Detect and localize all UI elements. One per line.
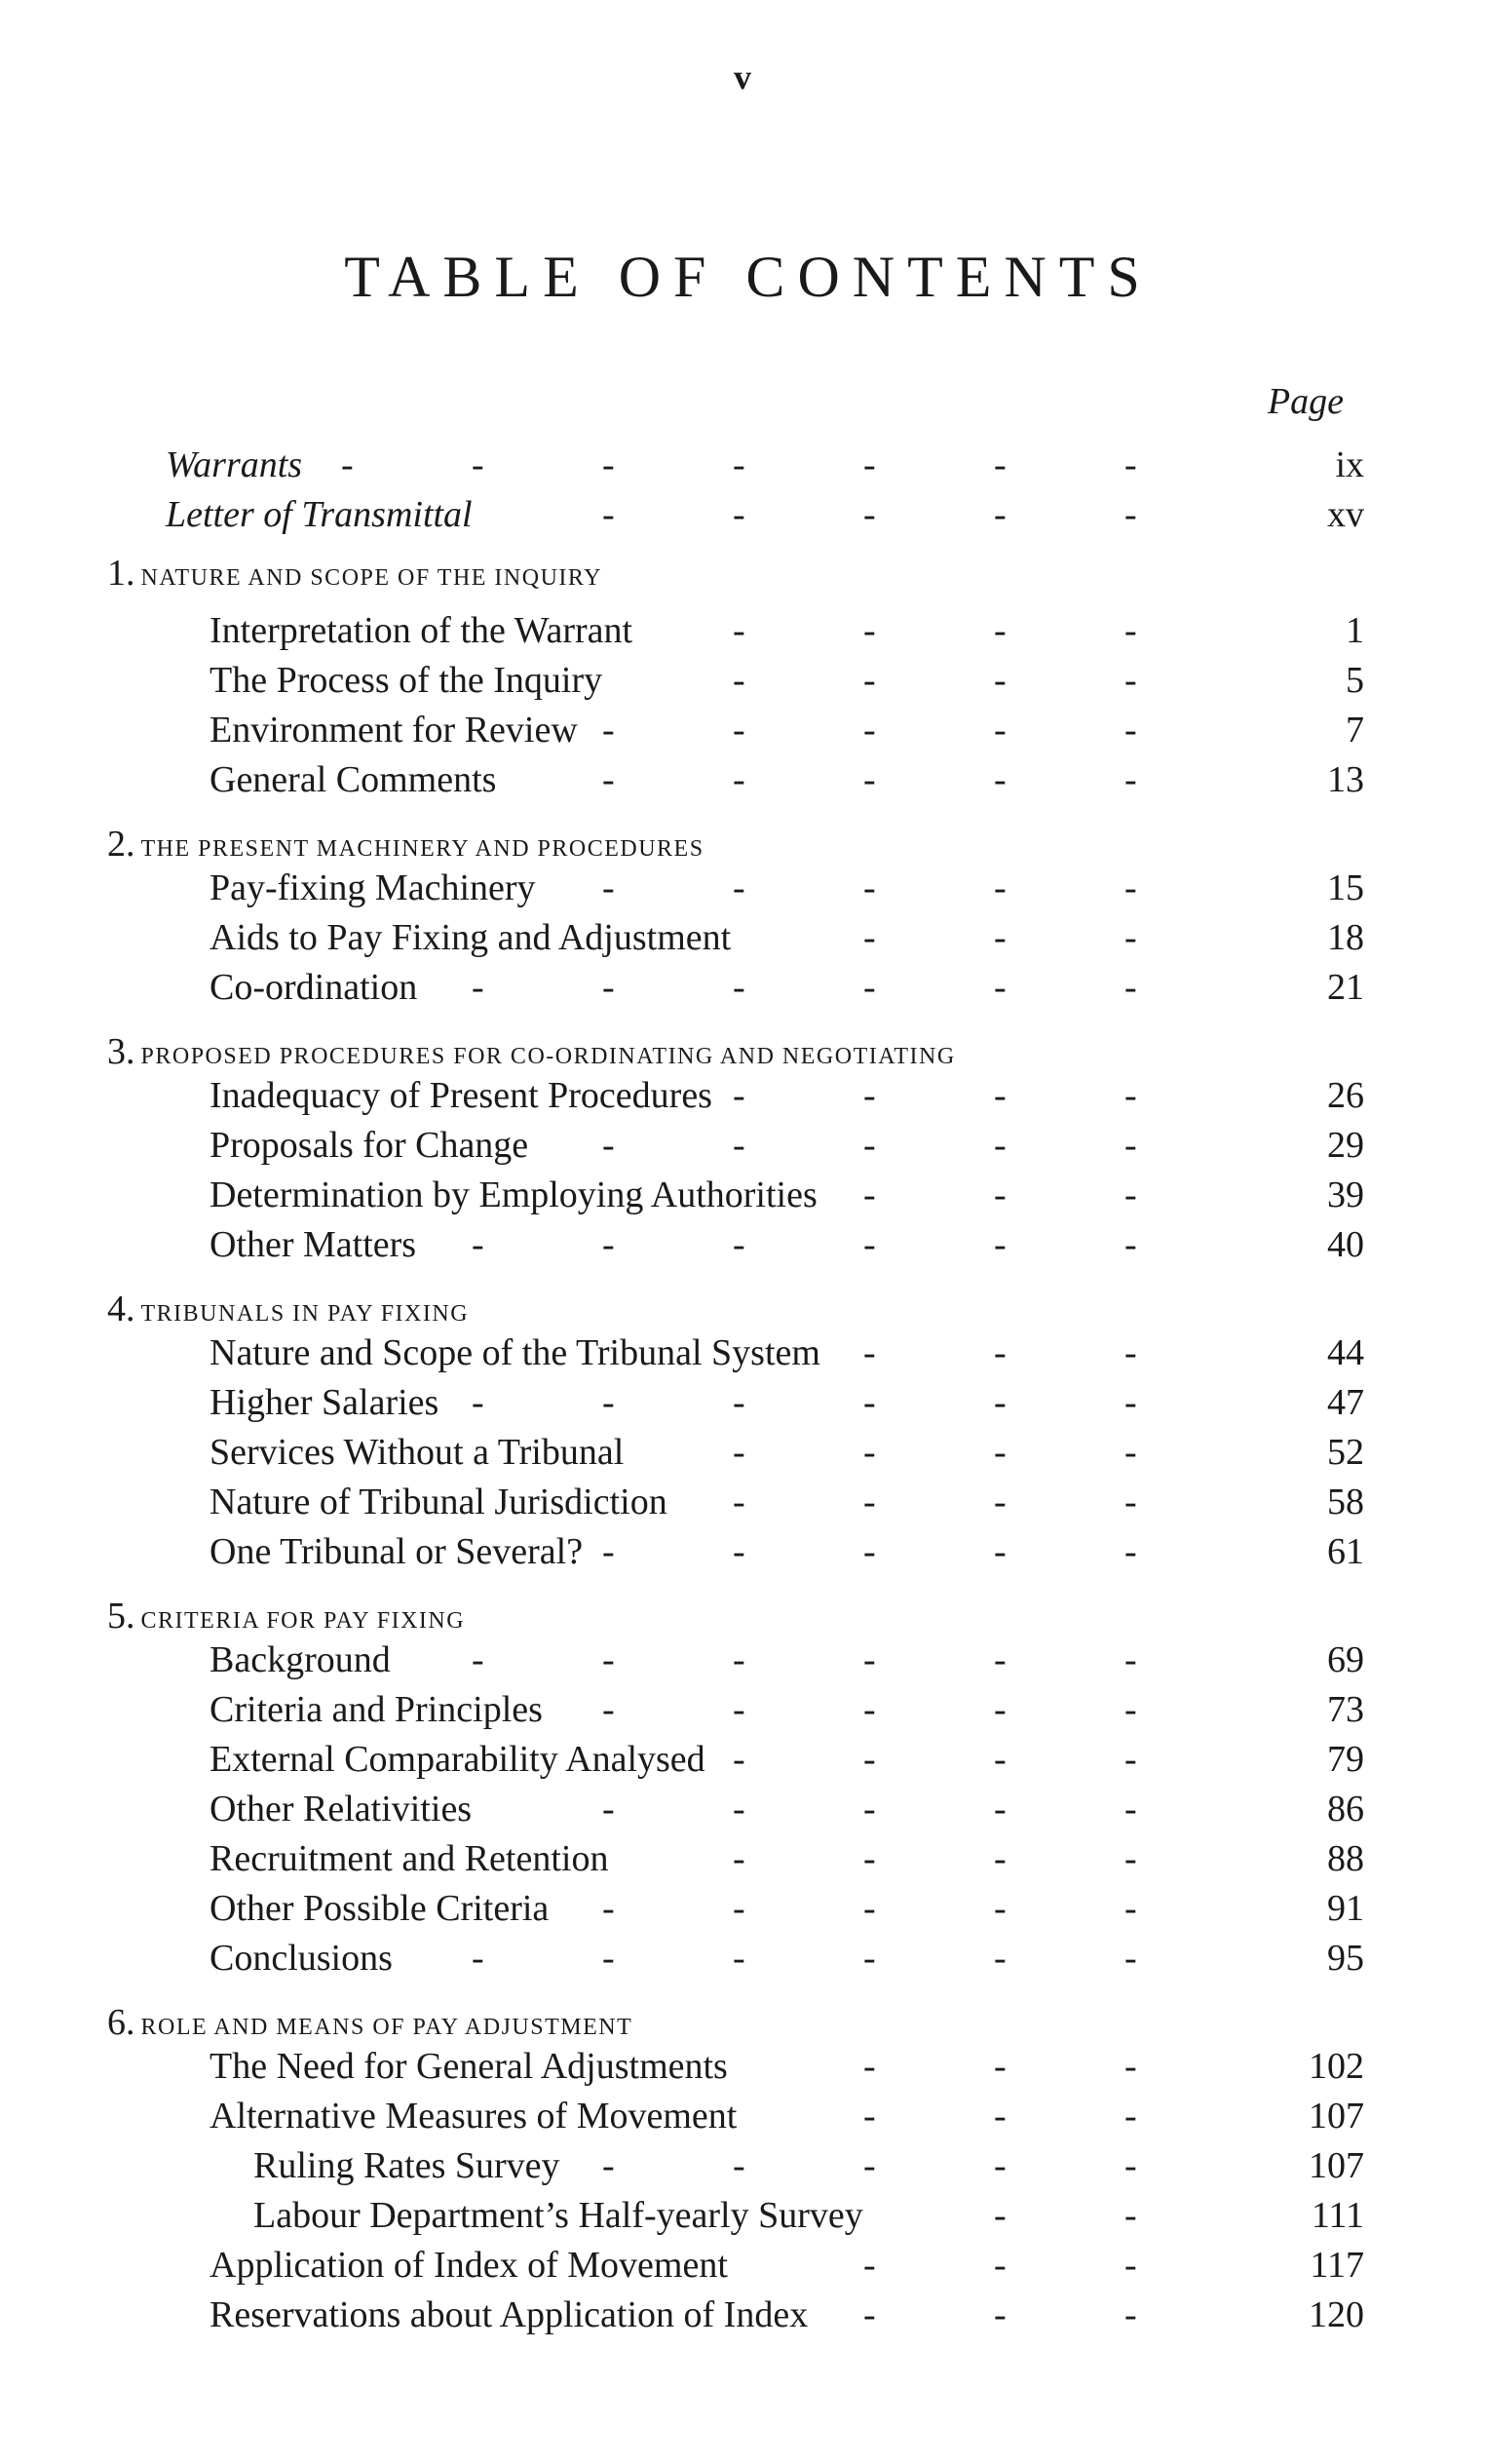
leader-dashes <box>107 1685 1228 1735</box>
section-title: CRITERIA FOR PAY FIXING <box>140 1608 466 1634</box>
page-title: TABLE OF CONTENTS <box>344 245 1153 309</box>
toc-entry <box>107 1328 1364 1378</box>
leader-dashes <box>107 913 1228 963</box>
leader-dash: - <box>1124 1174 1137 1215</box>
toc-entry-label: Application of Index of Movement <box>209 2245 728 2286</box>
toc-entry-label: Higher Salaries <box>209 1382 439 1423</box>
toc-entry-label: Other Relativities <box>209 1789 473 1829</box>
leader-dash: - <box>994 2046 1007 2087</box>
toc-entry-label: Pay-fixing Machinery <box>209 867 536 908</box>
leader-dash: - <box>863 1482 876 1522</box>
leader-dashes <box>107 1884 1228 1934</box>
toc-entry <box>107 2241 1364 2291</box>
toc-entry-page: 29 <box>1327 1125 1364 1166</box>
section-number: 5. <box>107 1596 135 1636</box>
leader-dash: - <box>733 1432 745 1473</box>
toc-entry-page: 69 <box>1327 1639 1364 1680</box>
leader-dash: - <box>1124 1332 1137 1373</box>
toc-entry-label: Labour Department’s Half-yearly Survey <box>253 2195 863 2236</box>
leader-dash: - <box>863 967 876 1008</box>
leader-dash: - <box>1124 2145 1137 2186</box>
leader-dashes <box>107 441 1228 490</box>
leader-dashes <box>107 1220 1228 1270</box>
leader-dash: - <box>863 2245 876 2286</box>
toc-entry <box>107 2042 1364 2092</box>
leader-dash: - <box>733 444 745 485</box>
leader-dash: - <box>863 1639 876 1680</box>
toc-entry-page: ix <box>1335 444 1364 485</box>
leader-dash: - <box>994 917 1007 958</box>
toc-entry-page: 15 <box>1327 867 1364 908</box>
toc-entry <box>107 656 1364 706</box>
leader-dash: - <box>994 1482 1007 1522</box>
toc-entry-page: 39 <box>1327 1174 1364 1215</box>
leader-dash: - <box>863 759 876 800</box>
toc-sections <box>107 554 1364 2340</box>
toc-entry-label: Proposals for Change <box>209 1125 529 1166</box>
toc-entry-page: 58 <box>1327 1482 1364 1522</box>
leader-dash: - <box>1124 1432 1137 1473</box>
section-heading <box>107 2003 1364 2042</box>
leader-dash: - <box>1124 1382 1137 1423</box>
leader-dash: - <box>994 2245 1007 2286</box>
leader-dash: - <box>733 2145 745 2186</box>
toc-entry-page: 13 <box>1327 759 1364 800</box>
leader-dash: - <box>602 2145 615 2186</box>
toc-entry-page: 73 <box>1327 1689 1364 1730</box>
leader-dash: - <box>1124 759 1137 800</box>
toc-entry-label: Nature and Scope of the Tribunal System <box>209 1332 820 1373</box>
leader-dash: - <box>994 1224 1007 1265</box>
page-column-header: Page <box>1267 381 1344 422</box>
leader-dash: - <box>994 1531 1007 1572</box>
leader-dash: - <box>1124 660 1137 701</box>
page-folio: v <box>734 58 751 96</box>
section-title: PROPOSED PROCEDURES FOR CO-ORDINATING AND NEGOTIATING <box>140 1044 956 1069</box>
leader-dash: - <box>733 1789 745 1829</box>
table-of-contents <box>107 441 1364 2340</box>
toc-entry-page: 79 <box>1327 1739 1364 1780</box>
leader-dash: - <box>602 1125 615 1166</box>
toc-entry-label: Services Without a Tribunal <box>209 1432 625 1473</box>
leader-dash: - <box>994 2294 1007 2335</box>
leader-dash: - <box>733 1125 745 1166</box>
leader-dash: - <box>602 710 615 751</box>
toc-entry <box>107 1220 1364 1270</box>
section-heading <box>107 1032 1364 1071</box>
leader-dash: - <box>1124 1224 1137 1265</box>
leader-dash: - <box>863 2046 876 2087</box>
leader-dash: - <box>994 710 1007 751</box>
toc-entry <box>107 2092 1364 2141</box>
section-heading <box>107 825 1364 864</box>
leader-dash: - <box>602 867 615 908</box>
leader-dash: - <box>863 660 876 701</box>
leader-dashes <box>107 2092 1228 2141</box>
leader-dash: - <box>994 1125 1007 1166</box>
toc-entry-label: Background <box>209 1639 391 1680</box>
leader-dash: - <box>863 1838 876 1879</box>
leader-dashes <box>107 1785 1228 1834</box>
section-title: NATURE AND SCOPE OF THE INQUIRY <box>140 565 602 591</box>
leader-dashes <box>107 656 1228 706</box>
leader-dash: - <box>994 1639 1007 1680</box>
leader-dash: - <box>1124 444 1137 485</box>
leader-dash: - <box>733 1938 745 1979</box>
leader-dashes <box>107 490 1228 540</box>
toc-entry-page: 18 <box>1327 917 1364 958</box>
leader-dash: - <box>1124 1789 1137 1829</box>
leader-dash: - <box>602 444 615 485</box>
leader-dash: - <box>994 1382 1007 1423</box>
leader-dash: - <box>1124 1075 1137 1116</box>
leader-dash: - <box>1124 1739 1137 1780</box>
toc-entry-label: Alternative Measures of Movement <box>209 2096 738 2137</box>
leader-dash: - <box>863 2145 876 2186</box>
toc-entry-letter-of-transmittal <box>107 490 1364 540</box>
leader-dash: - <box>341 444 354 485</box>
toc-entry-label: Other Matters <box>209 1224 417 1265</box>
leader-dash: - <box>863 444 876 485</box>
section-heading <box>107 1290 1364 1328</box>
toc-entry-page: 107 <box>1309 2145 1364 2186</box>
leader-dashes <box>107 1121 1228 1171</box>
leader-dash: - <box>994 1332 1007 1373</box>
leader-dash: - <box>472 1639 484 1680</box>
leader-dashes <box>107 1071 1228 1121</box>
leader-dash: - <box>602 1224 615 1265</box>
leader-dash: - <box>733 1838 745 1879</box>
toc-entry-page: 5 <box>1346 660 1364 701</box>
section-number: 1. <box>107 553 135 594</box>
leader-dash: - <box>733 1531 745 1572</box>
leader-dash: - <box>1124 867 1137 908</box>
leader-dash: - <box>863 710 876 751</box>
leader-dash: - <box>602 967 615 1008</box>
leader-dash: - <box>994 1888 1007 1929</box>
leader-dash: - <box>994 660 1007 701</box>
toc-entry <box>107 1636 1364 1685</box>
toc-entry <box>107 1527 1364 1577</box>
leader-dash: - <box>994 1689 1007 1730</box>
toc-entry-label: Criteria and Principles <box>209 1689 543 1730</box>
leader-dash: - <box>1124 1689 1137 1730</box>
section-number: 3. <box>107 1031 135 1072</box>
leader-dash: - <box>863 1888 876 1929</box>
leader-dashes <box>107 2042 1228 2092</box>
leader-dashes <box>107 2241 1228 2291</box>
leader-dash: - <box>994 1938 1007 1979</box>
leader-dashes <box>107 1735 1228 1785</box>
leader-dashes <box>107 755 1228 805</box>
leader-dash: - <box>602 1382 615 1423</box>
leader-dash: - <box>994 1075 1007 1116</box>
leader-dash: - <box>472 967 484 1008</box>
leader-dashes <box>107 1171 1228 1220</box>
leader-dashes <box>107 1478 1228 1527</box>
leader-dash: - <box>994 1789 1007 1829</box>
toc-entry-page: 107 <box>1309 2096 1364 2137</box>
leader-dash: - <box>1124 494 1137 535</box>
leader-dash: - <box>1124 967 1137 1008</box>
leader-dash: - <box>863 1125 876 1166</box>
leader-dash: - <box>472 444 484 485</box>
leader-dash: - <box>472 1382 484 1423</box>
leader-dashes <box>107 864 1228 913</box>
leader-dash: - <box>994 1838 1007 1879</box>
toc-entry <box>107 1685 1364 1735</box>
toc-entry <box>107 1428 1364 1478</box>
section-number: 6. <box>107 2002 135 2043</box>
leader-dash: - <box>863 494 876 535</box>
toc-entry <box>107 1785 1364 1834</box>
toc-entry-label: Aids to Pay Fixing and Adjustment <box>209 917 732 958</box>
toc-entry-label: General Comments <box>209 759 497 800</box>
leader-dash: - <box>1124 2195 1137 2236</box>
toc-entry-label: Recruitment and Retention <box>209 1838 609 1879</box>
toc-entry <box>107 864 1364 913</box>
leader-dash: - <box>602 1639 615 1680</box>
leader-dashes <box>107 963 1228 1013</box>
leader-dash: - <box>863 1382 876 1423</box>
toc-entry-page: 44 <box>1327 1332 1364 1373</box>
leader-dash: - <box>733 1482 745 1522</box>
leader-dash: - <box>733 867 745 908</box>
leader-dashes <box>107 1636 1228 1685</box>
leader-dash: - <box>863 2294 876 2335</box>
leader-dash: - <box>863 1075 876 1116</box>
leader-dashes <box>107 2191 1228 2241</box>
leader-dash: - <box>1124 610 1137 651</box>
toc-entry-label: The Need for General Adjustments <box>209 2046 728 2087</box>
leader-dash: - <box>863 2096 876 2137</box>
leader-dash: - <box>733 494 745 535</box>
toc-entry <box>107 1378 1364 1428</box>
leader-dash: - <box>863 1789 876 1829</box>
leader-dash: - <box>472 1938 484 1979</box>
section-heading <box>107 1597 1364 1636</box>
leader-dash: - <box>602 1789 615 1829</box>
section-title: THE PRESENT MACHINERY AND PROCEDURES <box>140 836 704 862</box>
leader-dash: - <box>733 1075 745 1116</box>
section-number: 2. <box>107 824 135 865</box>
leader-dashes <box>107 606 1228 656</box>
toc-entry-label: Determination by Employing Authorities <box>209 1174 818 1215</box>
section-number: 4. <box>107 1289 135 1329</box>
toc-entry <box>107 1834 1364 1884</box>
toc-entry <box>107 755 1364 805</box>
leader-dash: - <box>863 1689 876 1730</box>
leader-dash: - <box>733 610 745 651</box>
toc-entry-page: 117 <box>1310 2245 1364 2286</box>
toc-entry-page: 52 <box>1327 1432 1364 1473</box>
toc-entry-page: xv <box>1327 494 1364 535</box>
leader-dashes <box>107 1378 1228 1428</box>
leader-dash: - <box>863 1938 876 1979</box>
leader-dash: - <box>863 1432 876 1473</box>
leader-dash: - <box>1124 1125 1137 1166</box>
toc-entry <box>107 1121 1364 1171</box>
toc-entry <box>107 1071 1364 1121</box>
toc-entry-page: 102 <box>1309 2046 1364 2087</box>
leader-dash: - <box>733 1639 745 1680</box>
leader-dash: - <box>602 1689 615 1730</box>
toc-entry-page: 95 <box>1327 1938 1364 1979</box>
leader-dashes <box>107 1428 1228 1478</box>
toc-entry <box>107 1735 1364 1785</box>
toc-entry <box>107 706 1364 755</box>
toc-entry-warrants <box>107 441 1364 490</box>
toc-entry-page: 40 <box>1327 1224 1364 1265</box>
toc-entry <box>107 2141 1364 2191</box>
section-title: ROLE AND MEANS OF PAY ADJUSTMENT <box>140 2015 633 2040</box>
toc-entry-page: 86 <box>1327 1789 1364 1829</box>
leader-dash: - <box>863 1174 876 1215</box>
leader-dash: - <box>994 759 1007 800</box>
toc-entry-label: Environment for Review <box>209 710 578 751</box>
toc-entry-label: Warrants <box>166 444 303 485</box>
leader-dash: - <box>733 1739 745 1780</box>
leader-dash: - <box>733 1888 745 1929</box>
leader-dash: - <box>1124 2046 1137 2087</box>
toc-entry-page: 61 <box>1327 1531 1364 1572</box>
leader-dash: - <box>602 1938 615 1979</box>
leader-dash: - <box>863 917 876 958</box>
leader-dash: - <box>994 444 1007 485</box>
leader-dash: - <box>994 2096 1007 2137</box>
toc-entry-page: 111 <box>1311 2195 1364 2236</box>
leader-dash: - <box>994 2145 1007 2186</box>
leader-dash: - <box>472 1224 484 1265</box>
toc-entry <box>107 1884 1364 1934</box>
leader-dash: - <box>994 1432 1007 1473</box>
toc-entry-label: External Comparability Analysed <box>209 1739 705 1780</box>
leader-dash: - <box>994 2195 1007 2236</box>
leader-dash: - <box>602 759 615 800</box>
leader-dash: - <box>733 1689 745 1730</box>
section-title: TRIBUNALS IN PAY FIXING <box>140 1301 470 1327</box>
leader-dashes <box>107 706 1228 755</box>
toc-entry-page: 88 <box>1327 1838 1364 1879</box>
leader-dash: - <box>733 967 745 1008</box>
leader-dash: - <box>733 710 745 751</box>
toc-entry-page: 91 <box>1327 1888 1364 1929</box>
toc-entry-label: Interpretation of the Warrant <box>209 610 633 651</box>
leader-dash: - <box>1124 710 1137 751</box>
leader-dash: - <box>863 867 876 908</box>
toc-entry <box>107 606 1364 656</box>
leader-dash: - <box>733 759 745 800</box>
toc-entry-page: 47 <box>1327 1382 1364 1423</box>
leader-dash: - <box>602 1531 615 1572</box>
section-heading <box>107 554 1364 593</box>
leader-dash: - <box>1124 1938 1137 1979</box>
toc-entry-label: Conclusions <box>209 1938 393 1979</box>
toc-entry <box>107 1171 1364 1220</box>
leader-dash: - <box>1124 2096 1137 2137</box>
leader-dashes <box>107 2141 1228 2191</box>
leader-dash: - <box>1124 2294 1137 2335</box>
leader-dashes <box>107 1934 1228 1983</box>
leader-dash: - <box>994 967 1007 1008</box>
toc-entry-label: Co-ordination <box>209 967 418 1008</box>
leader-dash: - <box>733 1382 745 1423</box>
toc-entry-label: One Tribunal or Several? <box>209 1531 584 1572</box>
toc-entry-page: 21 <box>1327 967 1364 1008</box>
leader-dash: - <box>1124 1838 1137 1879</box>
toc-entry-page: 26 <box>1327 1075 1364 1116</box>
leader-dash: - <box>733 660 745 701</box>
toc-entry-label: Reservations about Application of Index <box>209 2294 809 2335</box>
leader-dash: - <box>994 867 1007 908</box>
leader-dash: - <box>1124 1531 1137 1572</box>
leader-dash: - <box>994 1174 1007 1215</box>
leader-dash: - <box>863 1531 876 1572</box>
leader-dash: - <box>863 1739 876 1780</box>
leader-dash: - <box>602 1888 615 1929</box>
leader-dash: - <box>1124 1639 1137 1680</box>
toc-entry-page: 1 <box>1346 610 1364 651</box>
leader-dash: - <box>1124 917 1137 958</box>
toc-entry <box>107 1934 1364 1983</box>
toc-entry-label: Letter of Transmittal <box>166 494 473 535</box>
leader-dash: - <box>863 1332 876 1373</box>
leader-dash: - <box>994 1739 1007 1780</box>
leader-dash: - <box>602 494 615 535</box>
toc-entry-label: Other Possible Criteria <box>209 1888 550 1929</box>
leader-dash: - <box>863 1224 876 1265</box>
leader-dash: - <box>733 1224 745 1265</box>
leader-dashes <box>107 1527 1228 1577</box>
toc-entry-page: 120 <box>1309 2294 1364 2335</box>
toc-entry <box>107 2191 1364 2241</box>
leader-dash: - <box>994 494 1007 535</box>
toc-entry <box>107 2291 1364 2340</box>
toc-entry <box>107 1478 1364 1527</box>
toc-entry-label: Ruling Rates Survey <box>253 2145 560 2186</box>
leader-dash: - <box>1124 2245 1137 2286</box>
leader-dashes <box>107 1834 1228 1884</box>
leader-dash: - <box>1124 1888 1137 1929</box>
toc-entry <box>107 913 1364 963</box>
toc-entry <box>107 963 1364 1013</box>
toc-entry-label: The Process of the Inquiry <box>209 660 603 701</box>
leader-dashes <box>107 2291 1228 2340</box>
toc-entry-label: Nature of Tribunal Jurisdiction <box>209 1482 667 1522</box>
toc-entry-page: 7 <box>1346 710 1364 751</box>
leader-dash: - <box>1124 1482 1137 1522</box>
leader-dash: - <box>994 610 1007 651</box>
leader-dash: - <box>863 610 876 651</box>
leader-dashes <box>107 1328 1228 1378</box>
toc-entry-label: Inadequacy of Present Procedures <box>209 1075 712 1116</box>
